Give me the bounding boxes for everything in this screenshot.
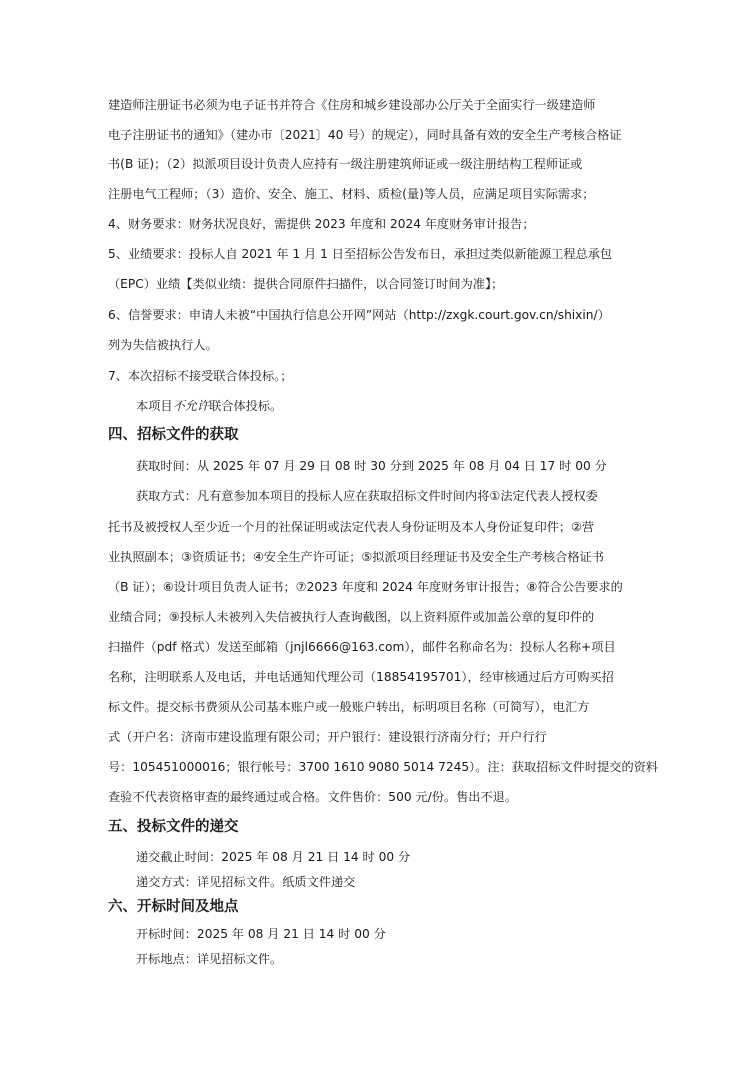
submission-deadline: 递交截止时间：2025 年 08 月 21 日 14 时 00 分 bbox=[136, 850, 411, 864]
paragraph-line: 扫描件（pdf 格式）发送至邮箱（jnjl6666@163.com），邮件名称命名为：投标人名称+项目 bbox=[108, 640, 616, 654]
section-heading-4: 四、招标文件的获取 bbox=[108, 426, 239, 443]
paragraph-line: 号：105451000016；银行帐号：3700 1610 9080 5014 7245）。注：获取招标文件时提交的资料 bbox=[108, 760, 659, 774]
paragraph-line: 查验不代表资格审查的最终通过或合格。文件售价：500 元/份。售出不退。 bbox=[108, 790, 518, 804]
acquisition-time: 获取时间：从 2025 年 07 月 29 日 08 时 30 分到 2025 年 08 月 04 日 17 时 00 分 bbox=[136, 459, 607, 473]
section-heading-5: 五、投标文件的递交 bbox=[108, 818, 239, 835]
consortium-not-allowed: 不允许 bbox=[172, 399, 210, 413]
paragraph-line: 业绩合同；⑨投标人未被列入失信被执行人查询截图，以上资料原件或加盖公章的复印件的 bbox=[108, 610, 595, 624]
paragraph-line: 名称，注明联系人及电话，并电话通知代理公司（18854195701），经审核通过后方可购买招 bbox=[108, 670, 614, 684]
acquisition-method: 获取方式：凡有意参加本项目的投标人应在获取招标文件时间内将①法定代表人授权委 bbox=[136, 489, 598, 503]
consortium-statement bbox=[136, 397, 282, 415]
paragraph-line: （EPC）业绩【类似业绩：提供合同原件扫描件，以合同签订时间为准】； bbox=[108, 277, 504, 291]
financial-requirement: 4、财务要求：财务状况良好，需提供 2023 年度和 2024 年度财务审计报告； bbox=[108, 217, 535, 231]
consortium-text: 联合体投标。 bbox=[209, 399, 283, 413]
opening-place: 开标地点：详见招标文件。 bbox=[136, 952, 283, 966]
consortium-note: 7、本次招标不接受联合体投标。； bbox=[108, 369, 293, 383]
paragraph-line: 书(B 证)；（2）拟派项目设计负责人应持有一级注册建筑师证或一级注册结构工程师证或 bbox=[108, 157, 583, 171]
paragraph-line: 式（开户名：济南市建设监理有限公司；开户银行：建设银行济南分行；开户行行 bbox=[108, 730, 547, 744]
section-heading-6: 六、开标时间及地点 bbox=[108, 898, 239, 915]
paragraph-line: 托书及被授权人至少近一个月的社保证明或法定代表人身份证明及本人身份证复印件；②营 bbox=[108, 520, 595, 534]
paragraph-line: （B 证）；⑥设计项目负责人证书；⑦2023 年度和 2024 年度财务审计报告；⑧符合公告要求的 bbox=[108, 580, 623, 594]
paragraph-line: 注册电气工程师；（3）造价、安全、施工、材料、质检(量)等人员，应满足项目实际需求； bbox=[108, 187, 595, 201]
consortium-text: 本项目 bbox=[136, 399, 173, 413]
opening-time: 开标时间：2025 年 08 月 21 日 14 时 00 分 bbox=[136, 927, 386, 941]
paragraph-line: 业执照副本；③资质证书；④安全生产许可证；⑤拟派项目经理证书及安全生产考核合格证书 bbox=[108, 550, 604, 564]
credit-requirement: 6、信誉要求：申请人未被“中国执行信息公开网”网站（http://zxgk.court.gov.cn/shixin/） bbox=[108, 308, 610, 322]
submission-method: 递交方式：详见招标文件。纸质文件递交 bbox=[136, 875, 356, 889]
paragraph-line: 列为失信被执行人。 bbox=[108, 338, 218, 352]
paragraph-line: 建造师注册证书必须为电子证书并符合《住房和城乡建设部办公厅关于全面实行一级建造师 bbox=[108, 98, 596, 112]
paragraph-line: 电子注册证书的通知》（建办市〔2021〕40 号）的规定），同时具备有效的安全生产考核合格证 bbox=[108, 128, 622, 142]
paragraph-line: 标文件。提交标书费须从公司基本账户或一般账户转出，标明项目名称（可简写），电汇方 bbox=[108, 700, 590, 714]
performance-requirement: 5、业绩要求：投标人自 2021 年 1 月 1 日至招标公告发布日，承担过类似新能源工程总承包 bbox=[108, 247, 613, 261]
